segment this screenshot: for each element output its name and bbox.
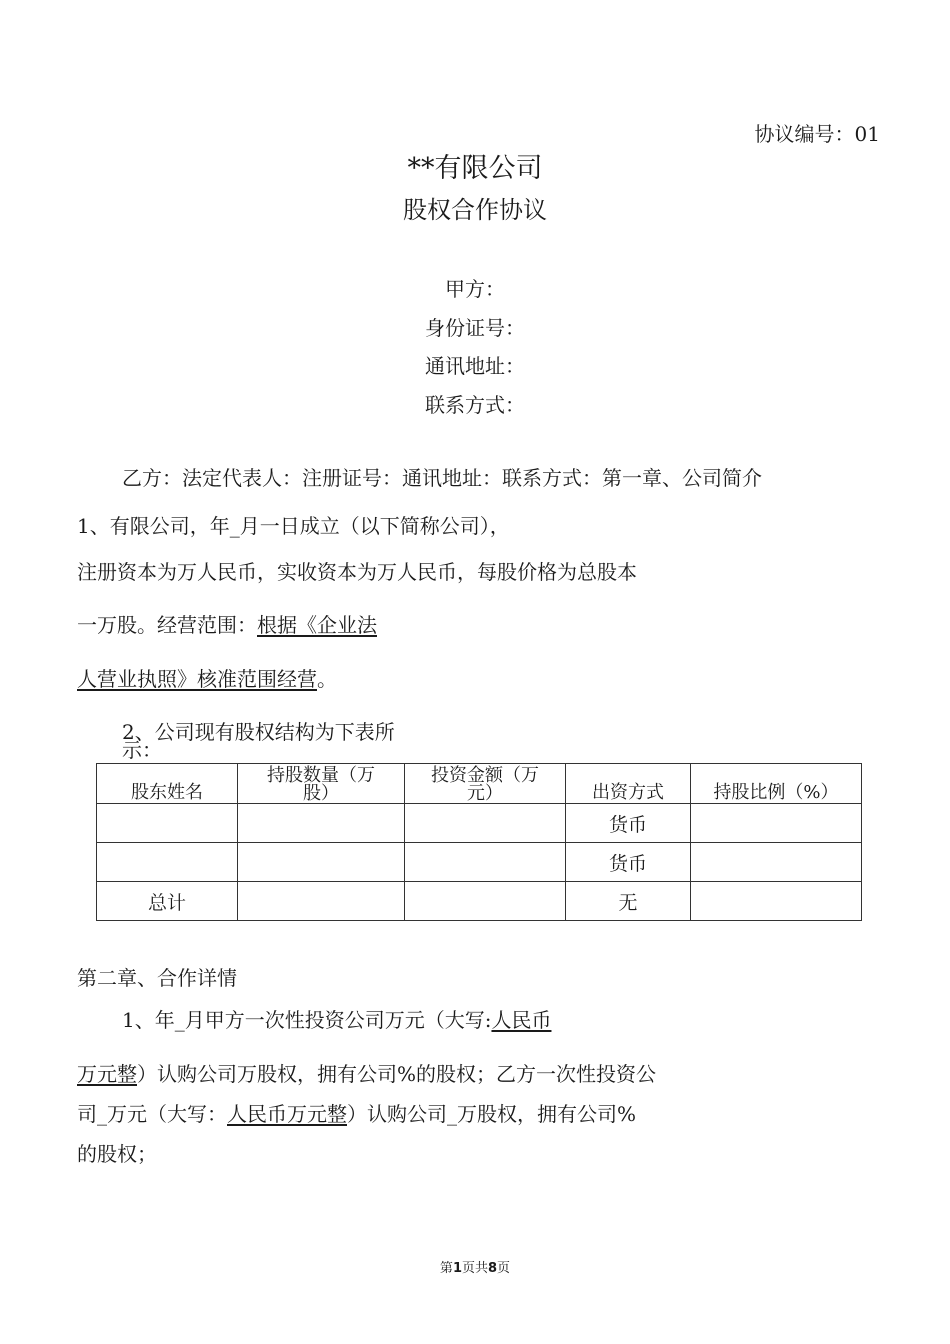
business-scope-underlined: 根据《企业法 [257,613,377,637]
table-total-row [97,882,862,921]
document-title: 股权合作协议 [403,196,547,224]
business-scope-end: 。 [317,667,337,691]
table-cell: 货币 [566,843,691,882]
chapter1-paragraph-4 [77,663,337,692]
party-b-subscription: ）认购公司_万股权，拥有公司% [347,1102,637,1126]
chapter1-paragraph-3 [77,609,377,638]
table-cell [405,804,566,843]
table-cell: 货币 [566,804,691,843]
table-cell [97,843,238,882]
party-a-address: 通讯地址： [425,354,525,378]
subscription-clause: ）认购公司万股权，拥有公司%的股权；乙方一次性投资公 [137,1062,657,1086]
equity-intro-line-cont: 示： [122,738,162,762]
agreement-number: 协议编号：01 [754,122,880,146]
party-b-investment: 司_万元（大写： [77,1102,227,1126]
party-a-id-number: 身份证号： [425,316,525,340]
chapter2-paragraph-2 [77,1058,656,1087]
table-cell [238,843,405,882]
header-shareholder-name: 股东姓名 [97,764,238,804]
table-cell: 无 [566,882,691,921]
table-cell [691,882,862,921]
header-investment-amount: 投资金额（万元） [405,764,566,804]
equity-structure-table [96,763,862,921]
table-header-row [97,764,862,804]
party-b-amount-in-words: 人民币万元整 [227,1102,347,1126]
amount-in-words: 人民币 [491,1008,552,1032]
header-contribution-method: 出资方式 [566,764,691,804]
chapter2-paragraph-3 [77,1098,636,1127]
party-a-contact: 联系方式： [425,393,525,417]
chapter1-paragraph-2: 注册资本为万人民币，实收资本为万人民币，每股价格为总股本 [77,560,637,584]
party-a-label: 甲方： [445,277,505,301]
table-cell: 总计 [97,882,238,921]
total-pages: 8 [488,1261,498,1276]
table-cell [238,804,405,843]
table-cell [405,882,566,921]
party-b-line: 乙方：法定代表人：注册证号：通讯地址：联系方式：第一章、公司简介 [122,466,762,490]
table-cell [691,843,862,882]
investment-clause: 1、年_月甲方一次性投资公司万元（大写: [122,1008,492,1032]
chapter1-paragraph-1: 1、有限公司，年_月一日成立（以下简称公司）， [77,514,510,538]
current-page: 1 [452,1261,462,1276]
header-share-quantity: 持股数量（万股） [238,764,405,804]
chapter2-heading: 第二章、合作详情 [77,966,237,990]
table-cell [238,882,405,921]
page-footer: 第1页共8页 [439,1261,511,1276]
table-cell [97,804,238,843]
amount-in-words-cont: 万元整 [77,1062,137,1086]
header-share-ratio: 持股比例（%） [691,764,862,804]
table-cell [405,843,566,882]
table-row [97,843,862,882]
table-cell [691,804,862,843]
table-row [97,804,862,843]
equity-intro-line: 2、公司现有股权结构为下表所 [122,720,395,744]
business-scope-underlined-cont: 人营业执照》核准范围经营 [77,667,317,691]
chapter2-paragraph-4: 的股权； [77,1142,157,1166]
company-title: **有限公司 [407,153,543,184]
chapter2-paragraph-1 [122,1004,551,1033]
business-scope-label: 一万股。经营范围： [77,613,257,637]
